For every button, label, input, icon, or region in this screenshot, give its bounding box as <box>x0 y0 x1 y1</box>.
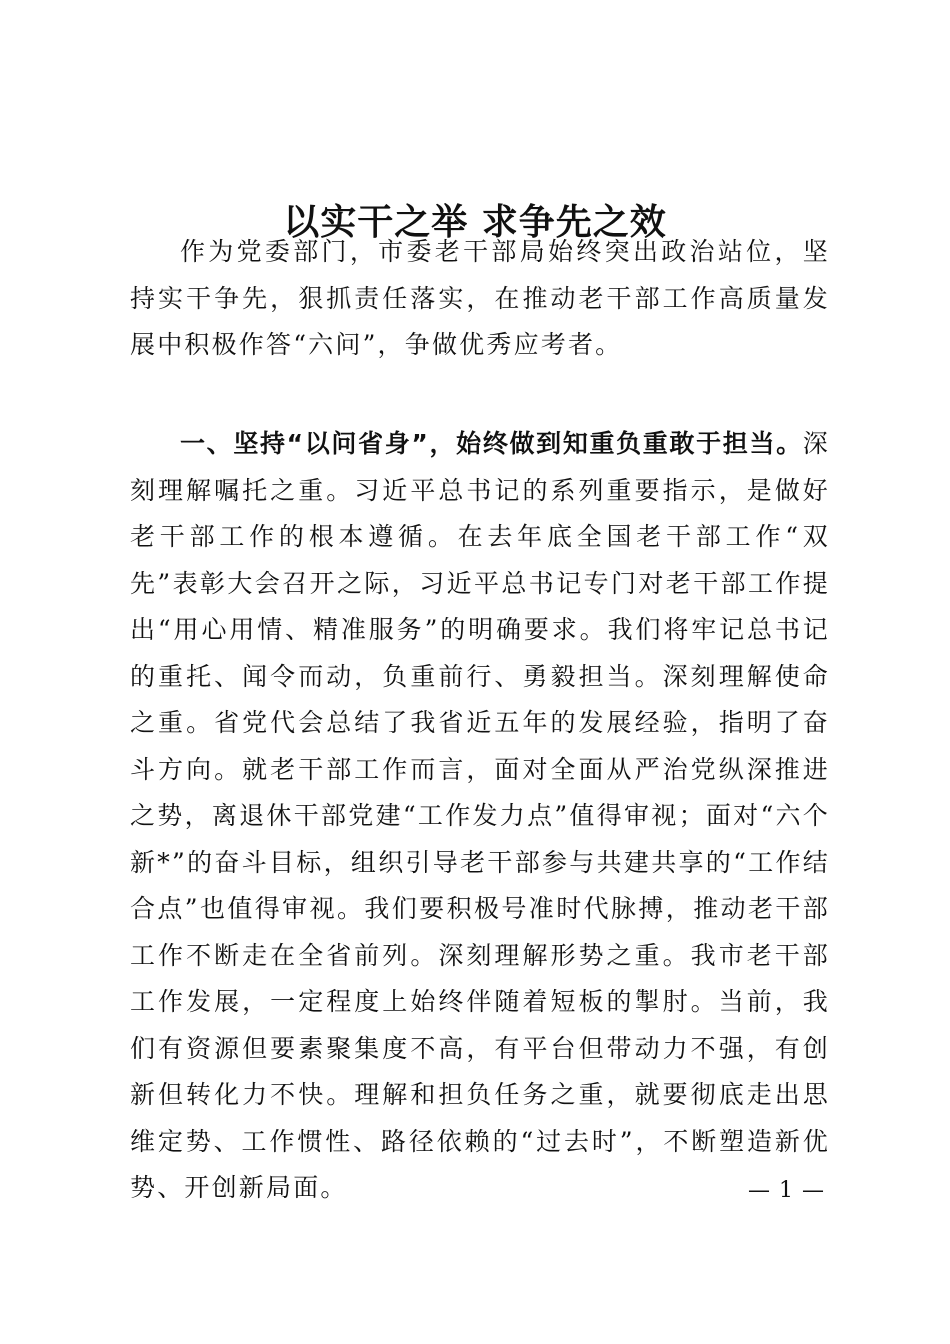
section-1-paragraph <box>130 421 830 1212</box>
intro-paragraph: 作为党委部门，市委老干部局始终突出政治站位，坚持实干争先，狠抓责任落实，在推动老干部工作高质量发展中积极作答“六问”，争做优秀应考者。 <box>130 237 830 359</box>
page-number: — 1 — <box>748 1178 825 1203</box>
section-1-heading: 一、坚持“以问省身”，始终做到知重负重敢于担当。 <box>180 429 803 458</box>
document-title: 以实干之举 求争先之效 <box>283 201 667 244</box>
section-1-body: 深刻理解嘱托之重。习近平总书记的系列重要指示，是做好老干部工作的根本遵循。在去年底全国老干部工作“双先”表彰大会召开之际，习近平总书记专门对老干部工作提出“用心用情、精准服务”的明确要求。我们将牢记总书记的重托、闻令而动，负重前行、勇毅担当。深刻理解使命之重。省党代会总结了我省近五年的发展经验，指明了奋斗方向。就老干部工作而言，面对全面从严治党纵深推进之势，离退休干部党建“工作发力点”值得审视；面对“六个新*”的奋斗目标，组织引导老干部参与共建共享的“工作结合点”也值得审视。我们要积极号准时代脉搏，推动老干部工作不断走在全省前列。深刻理解形势之重。我市老干部工作发展，一定程度上始终伴随着短板的掣肘。当前，我们有资源但要素聚集度不高，有平台但带动力不强，有创新但转化力不快。理解和担负任务之重，就要彻底走出思维定势、工作惯性、路径依赖的“过去时”，不断塑造新优势、开创新局面。 <box>130 429 830 1202</box>
